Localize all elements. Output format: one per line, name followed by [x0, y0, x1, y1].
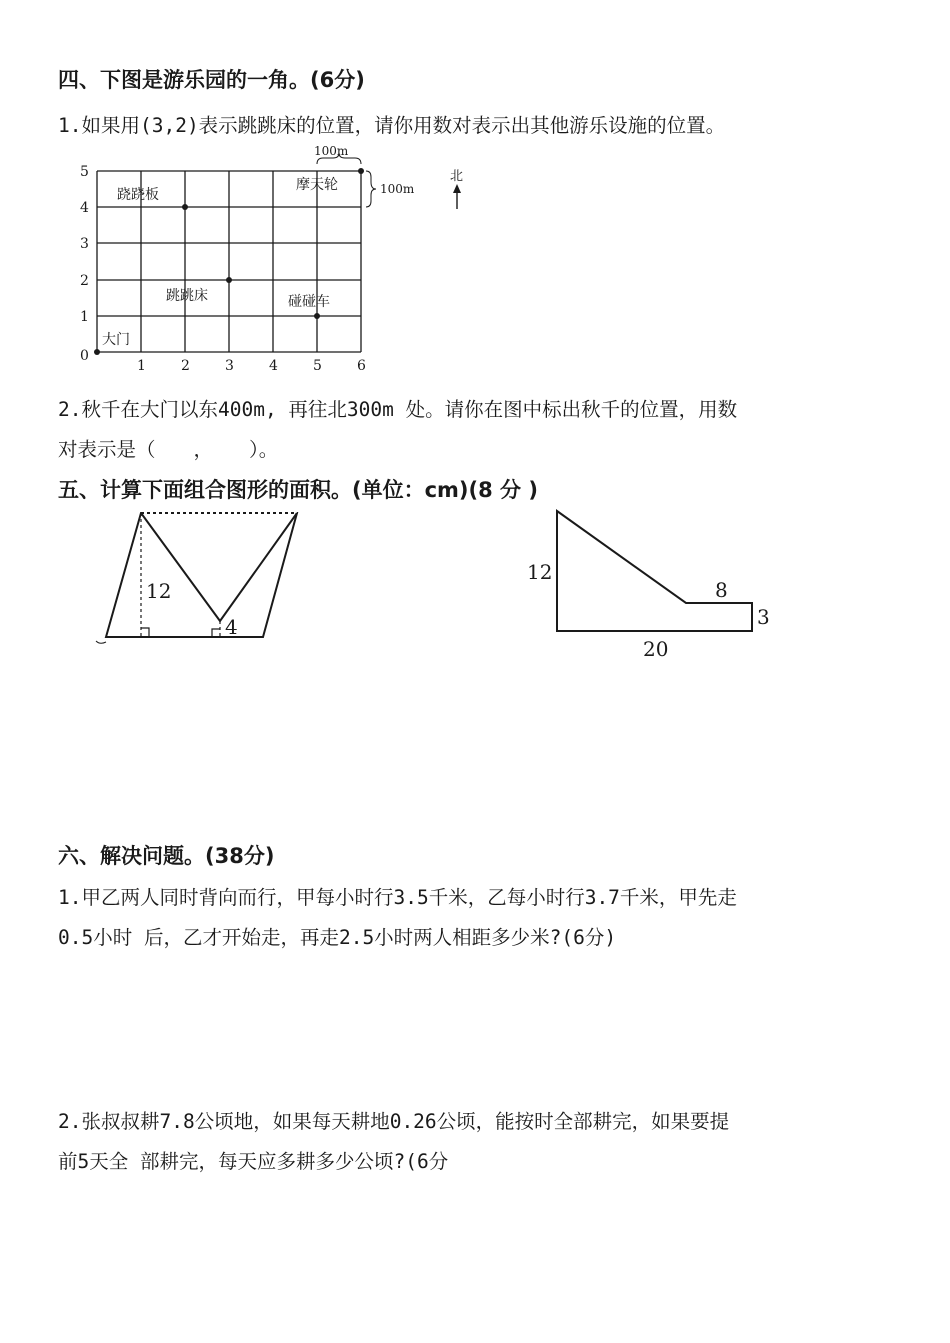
label-seesaw: 跷跷板: [117, 187, 159, 203]
x-tick-5: 5: [313, 358, 322, 374]
point-ferris-wheel: [358, 168, 364, 174]
corner-mark: [96, 641, 106, 643]
label-gate: 大门: [102, 332, 130, 348]
answer-suffix: ）。: [249, 438, 279, 461]
scale-vertical: 100m: [380, 182, 415, 196]
section6-question2-line1: 2.张叔叔耕7.8公顷地，如果每天耕地0.26公顷，能按时全部耕完，如果要提: [58, 1110, 730, 1133]
label-right-3: 3: [757, 605, 770, 629]
right-angle-mark-2: [212, 629, 220, 637]
section6-question1-line1: 1.甲乙两人同时背向而行，甲每小时行3.5千米，乙每小时行3.7千米，甲先走: [58, 886, 737, 909]
label-trampoline: 跳跳床: [166, 288, 208, 304]
point-gate: [94, 349, 100, 355]
figure-parallelogram-triangle: [90, 505, 410, 655]
section4-question2-line1: 2.秋千在大门以东400m, 再往北300m 处。请你在图中标出秋千的位置，用数: [58, 398, 738, 421]
north-arrow-icon: [453, 184, 461, 209]
scale-vertical-bracket: [366, 171, 376, 207]
north-label: 北: [450, 169, 464, 184]
y-tick-5: 5: [80, 164, 89, 180]
inner-triangle: [141, 513, 297, 621]
label-height-12: 12: [146, 579, 172, 603]
label-ferris-wheel: 摩天轮: [296, 177, 338, 193]
section5-title: 五、计算下面组合图形的面积。(单位：cm)(8 分 ): [58, 478, 538, 502]
figure-trapezoid-rectangle: [520, 505, 780, 665]
x-tick-4: 4: [269, 358, 278, 374]
label-bumper-car: 碰碰车: [288, 294, 330, 310]
section6-title: 六、解决问题。(38分): [58, 844, 275, 868]
point-bumper-car: [314, 313, 320, 319]
composite-shape-outline: [557, 511, 752, 631]
origin-label: 0: [80, 348, 89, 364]
section6-question2-line2: 前5天全 部耕完，每天应多耕多少公顷?(6分: [58, 1150, 449, 1173]
y-tick-1: 1: [80, 309, 89, 325]
x-tick-3: 3: [225, 358, 234, 374]
x-tick-1: 1: [137, 358, 146, 374]
label-base-4: 4: [225, 615, 238, 639]
point-trampoline: [226, 277, 232, 283]
y-tick-3: 3: [80, 236, 89, 252]
parallelogram-outline: [106, 513, 297, 637]
answer-comma: ，: [193, 438, 214, 461]
x-tick-6: 6: [357, 358, 366, 374]
x-tick-2: 2: [181, 358, 190, 374]
label-bottom-20: 20: [643, 637, 669, 661]
label-left-12: 12: [527, 560, 553, 584]
scale-horizontal: 100m: [314, 144, 349, 158]
section4-question1: 1.如果用(3,2)表示跳跳床的位置，请你用数对表示出其他游乐设施的位置。: [58, 114, 726, 137]
y-tick-4: 4: [80, 200, 89, 216]
section6-question1-line2: 0.5小时 后，乙才开始走，再走2.5小时两人相距多少米?(6分): [58, 926, 617, 949]
amusement-park-grid: [0, 138, 480, 378]
right-angle-mark-1: [141, 628, 149, 637]
label-top-right-8: 8: [715, 578, 728, 602]
point-seesaw: [182, 204, 188, 210]
section4-title: 四、下图是游乐园的一角。(6分): [58, 68, 365, 92]
y-tick-2: 2: [80, 273, 89, 289]
section4-question2-line2: [58, 434, 278, 462]
answer-prefix: 对表示是（: [58, 438, 156, 461]
